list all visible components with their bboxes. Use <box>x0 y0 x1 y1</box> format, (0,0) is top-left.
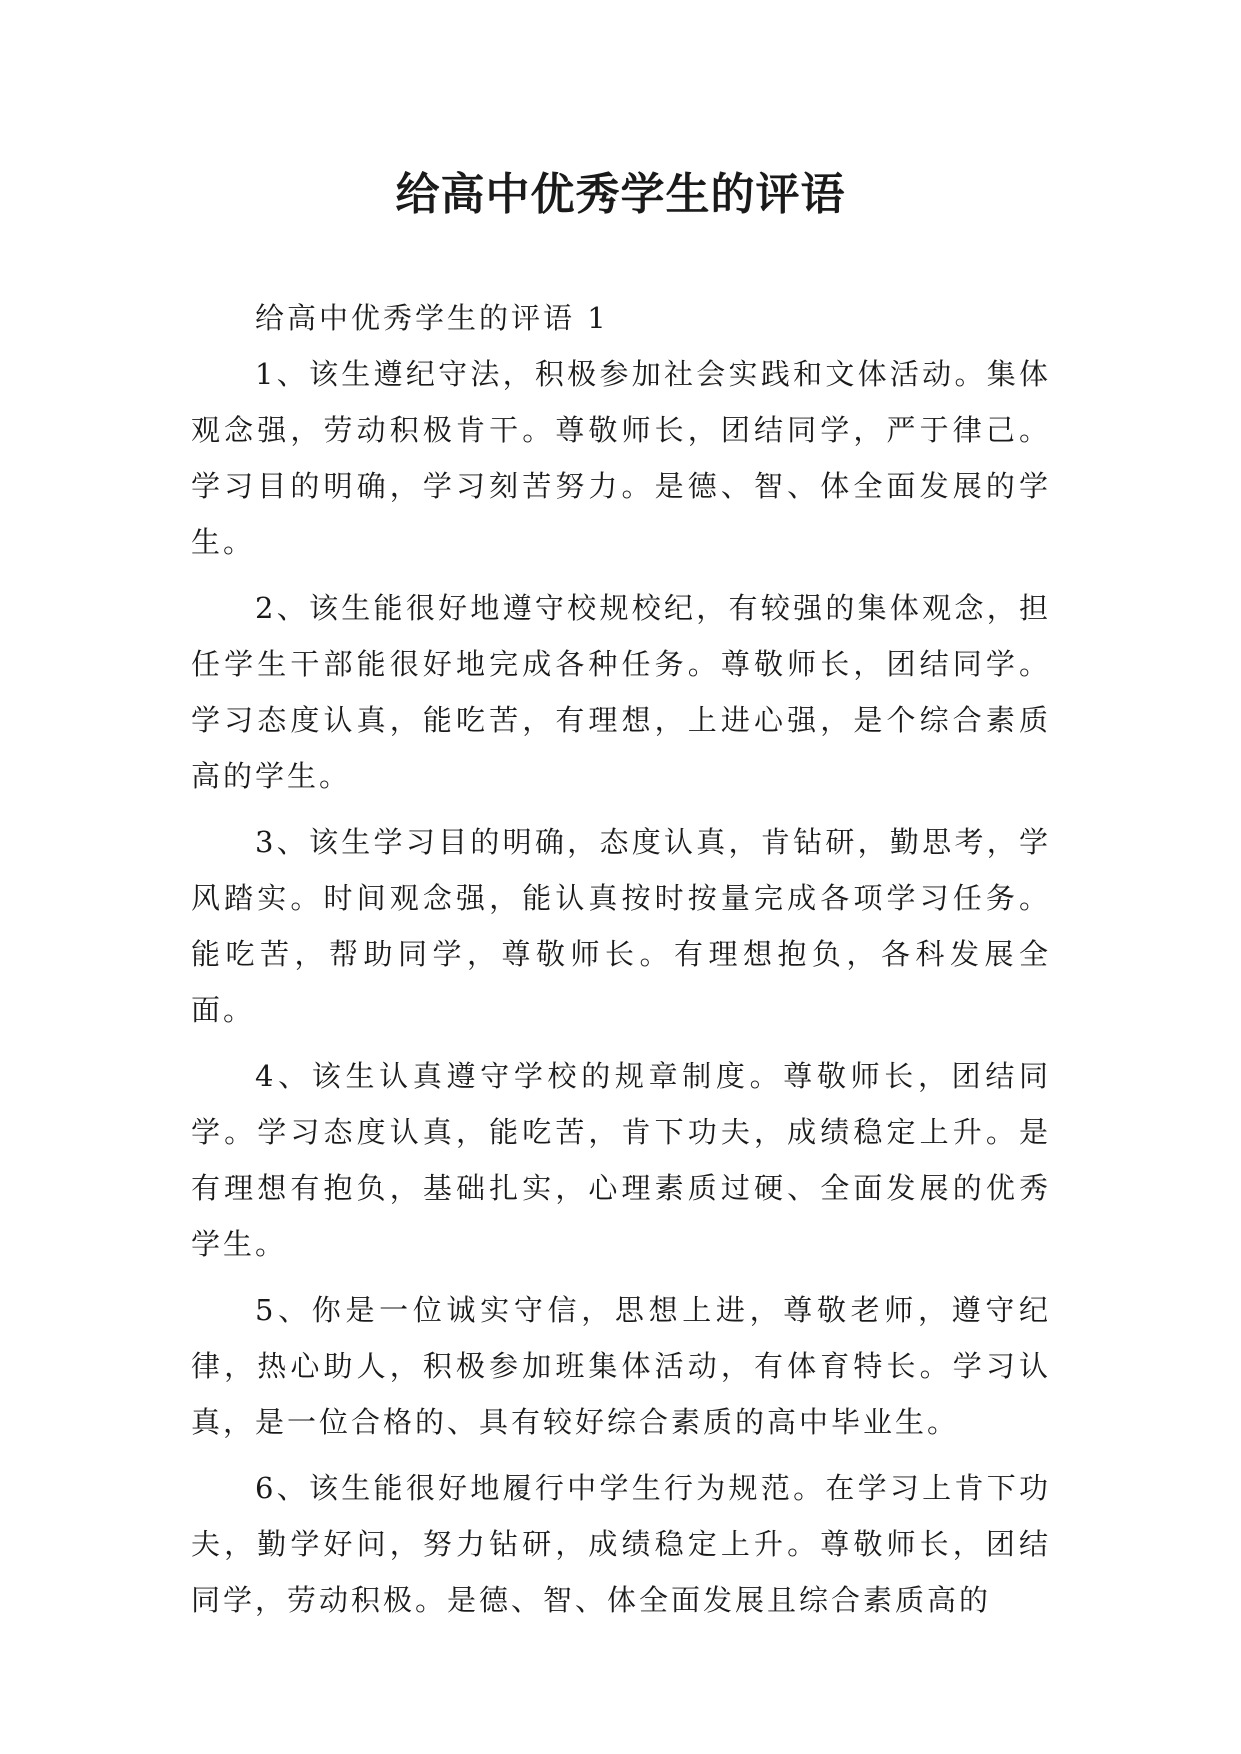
paragraph-3: 3、该生学习目的明确，态度认真，肯钻研，勤思考，学风踏实。时间观念强，能认真按时按量完成各项学习任务。能吃苦，帮助同学，尊敬师长。有理想抱负，各科发展全面。 <box>191 825 1051 1027</box>
document-body <box>191 290 1051 1638</box>
paragraph-1: 1、该生遵纪守法，积极参加社会实践和文体活动。集体观念强，劳动积极肯干。尊敬师长，团结同学，严于律己。学习目的明确，学习刻苦努力。是德、智、体全面发展的学生。 <box>191 357 1051 559</box>
paragraph-5: 5、你是一位诚实守信，思想上进，尊敬老师，遵守纪律，热心助人，积极参加班集体活动，有体育特长。学习认真，是一位合格的、具有较好综合素质的高中毕业生。 <box>191 1293 1051 1439</box>
paragraph-4: 4、该生认真遵守学校的规章制度。尊敬师长，团结同学。学习态度认真，能吃苦，肯下功夫，成绩稳定上升。是有理想有抱负，基础扎实，心理素质过硬、全面发展的优秀学生。 <box>191 1059 1051 1261</box>
section-heading: 给高中优秀学生的评语 1 <box>255 301 609 335</box>
paragraph-6: 6、该生能很好地履行中学生行为规范。在学习上肯下功夫，勤学好问，努力钻研，成绩稳定上升。尊敬师长，团结同学，劳动积极。是德、智、体全面发展且综合素质高的 <box>191 1471 1051 1617</box>
paragraph-2: 2、该生能很好地遵守校规校纪，有较强的集体观念，担任学生干部能很好地完成各种任务。尊敬师长，团结同学。学习态度认真，能吃苦，有理想，上进心强，是个综合素质高的学生。 <box>191 591 1051 793</box>
document-title: 给高中优秀学生的评语 <box>395 169 846 220</box>
